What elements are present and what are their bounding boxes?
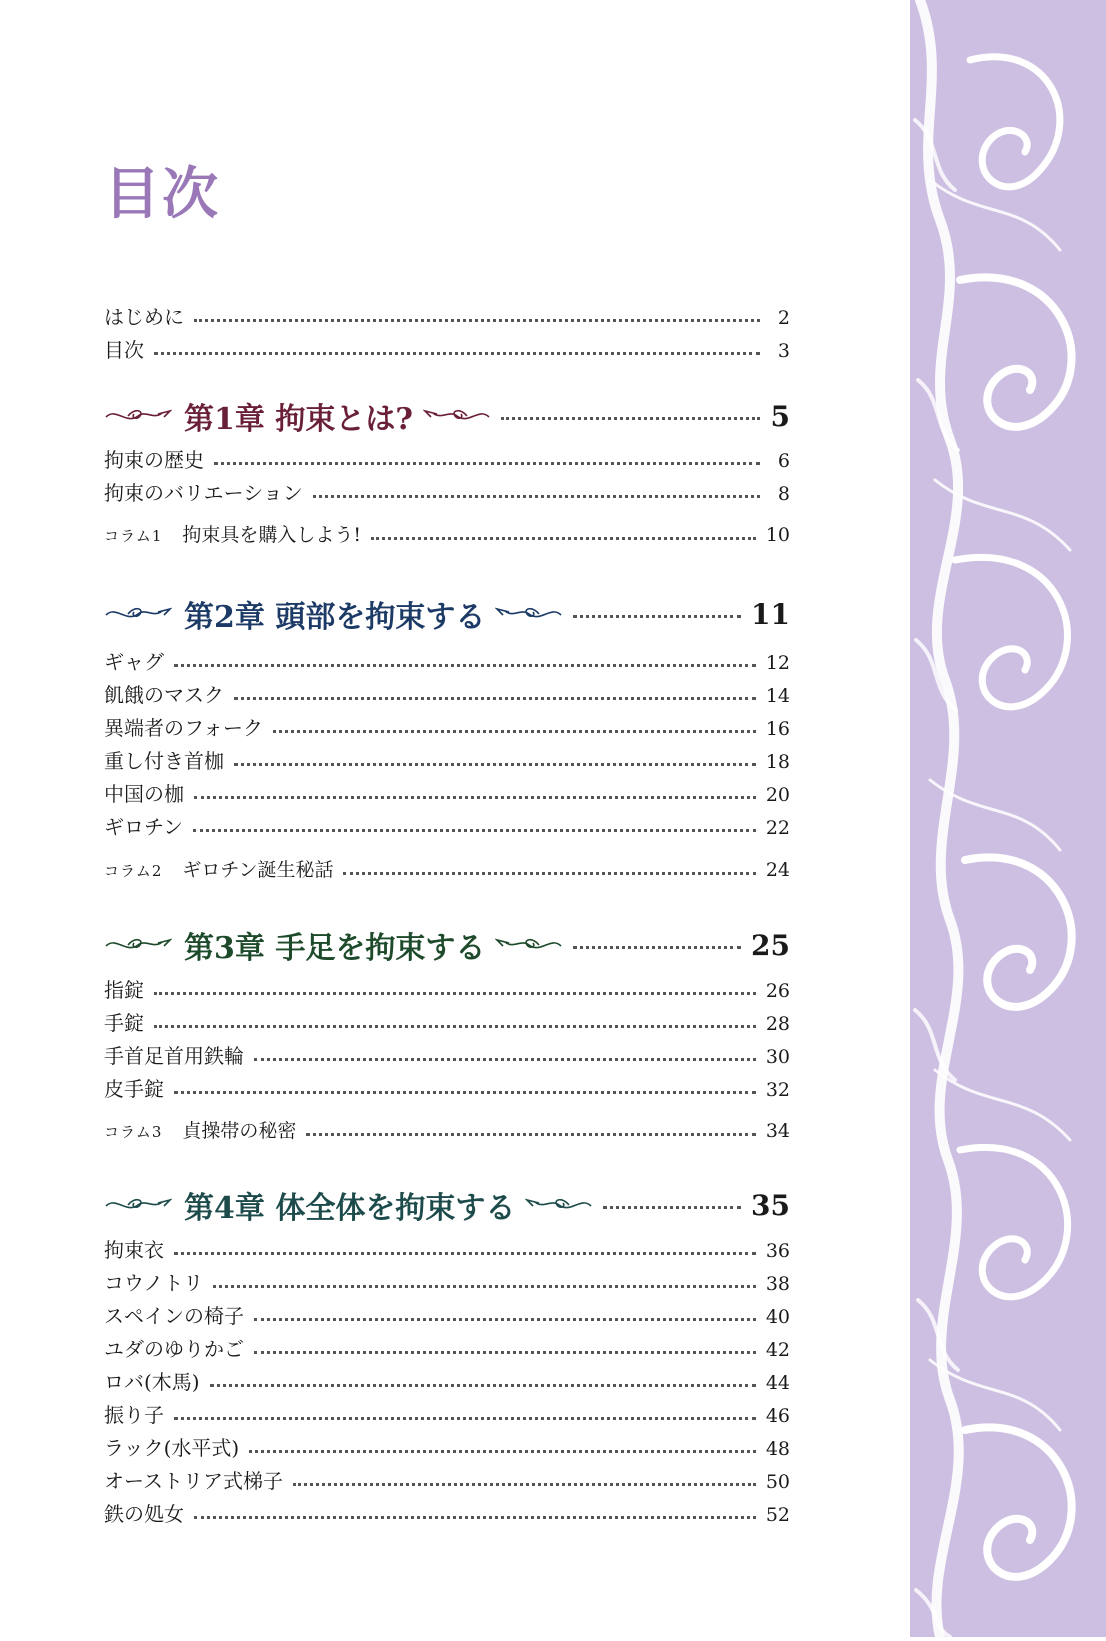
column-label [104, 855, 333, 882]
toc-entry-contents[interactable] [104, 334, 790, 363]
entry-page: 28 [765, 1013, 790, 1035]
dot-leader [194, 318, 760, 322]
column-kicker: コラム3 [104, 1123, 163, 1141]
entry-page: 48 [765, 1438, 790, 1460]
dot-leader [254, 1057, 756, 1061]
dot-leader [214, 461, 760, 465]
entry-label: ロバ(木馬) [104, 1370, 200, 1394]
dot-leader [154, 991, 756, 995]
entry-page: 36 [765, 1240, 790, 1262]
page-title: 目次 [104, 160, 220, 227]
column-kicker: コラム1 [104, 527, 163, 545]
column-kicker: コラム2 [104, 862, 163, 880]
chapter-title [104, 923, 563, 967]
dot-leader [174, 663, 756, 667]
flourish-left-icon [104, 1193, 172, 1217]
dot-leader [254, 1317, 756, 1321]
entry-page: 34 [765, 1120, 790, 1142]
chapter-title-text: 第1章 拘束とは? [184, 402, 413, 437]
chapter-1-heading[interactable] [104, 394, 790, 438]
dot-leader [154, 351, 760, 355]
entry-page: 20 [765, 784, 790, 806]
dot-leader [174, 1090, 756, 1094]
entry-label: 指錠 [104, 978, 144, 1002]
entry-label: 目次 [104, 338, 144, 362]
dot-leader [234, 696, 756, 700]
chapter-page: 35 [751, 1188, 790, 1222]
entry-page: 38 [765, 1273, 790, 1295]
column-title: 貞操帯の秘密 [182, 1120, 297, 1142]
entry-page: 24 [765, 859, 790, 881]
dot-leader [371, 536, 756, 540]
decorative-sidebar [910, 0, 1106, 1637]
chapter-title-text: 第4章 体全体を拘束する [184, 1191, 516, 1226]
toc-entry[interactable] [104, 1498, 790, 1527]
entry-page: 14 [765, 685, 790, 707]
chapter-page: 25 [751, 928, 790, 962]
entry-page: 12 [765, 652, 790, 674]
entry-page: 32 [765, 1079, 790, 1101]
dot-leader [343, 871, 755, 875]
entry-label: 手首足首用鉄輪 [104, 1044, 244, 1068]
dot-leader [154, 1024, 756, 1028]
entry-label: ギロチン [104, 815, 183, 839]
entry-page: 52 [765, 1504, 790, 1526]
column-label [104, 520, 361, 547]
column-title: ギロチン誕生秘話 [182, 859, 334, 881]
toc-entry[interactable] [104, 974, 790, 1003]
chapter-title [104, 592, 563, 636]
dot-leader [501, 416, 760, 420]
entry-page: 46 [765, 1405, 790, 1427]
column-label [104, 1116, 296, 1143]
dot-leader [603, 1205, 741, 1209]
toc-entry[interactable] [104, 1366, 790, 1395]
dot-leader [254, 1350, 756, 1354]
chapter-title [104, 1183, 593, 1227]
toc-entry[interactable] [104, 1300, 790, 1329]
entry-label: 中国の枷 [104, 782, 184, 806]
flourish-left-icon [104, 602, 172, 626]
flourish-right-icon [495, 602, 563, 626]
entry-page: 50 [765, 1471, 790, 1493]
entry-page: 16 [765, 718, 790, 740]
toc-entry[interactable] [104, 1333, 790, 1362]
entry-page: 42 [765, 1339, 790, 1361]
entry-label: コウノトリ [104, 1271, 204, 1295]
toc-entry[interactable] [104, 1399, 790, 1428]
toc-entry[interactable] [104, 1465, 790, 1494]
toc-entry-foreword[interactable] [104, 301, 790, 330]
entry-label: ギャグ [104, 650, 164, 674]
entry-page: 30 [765, 1046, 790, 1068]
dot-leader [573, 614, 741, 618]
toc-entry[interactable] [104, 679, 790, 708]
entry-label: 飢餓のマスク [104, 683, 224, 707]
chapter-title-text: 第2章 頭部を拘束する [184, 600, 486, 635]
entry-label: 拘束衣 [104, 1238, 164, 1262]
toc-entry[interactable] [104, 477, 790, 506]
entry-label: はじめに [104, 305, 184, 329]
dot-leader [234, 762, 756, 766]
flourish-right-icon [495, 933, 563, 957]
entry-label: 重し付き首枷 [104, 749, 224, 773]
dot-leader [273, 729, 756, 733]
entry-page: 3 [777, 340, 790, 362]
entry-page: 8 [777, 483, 790, 505]
entry-page: 2 [777, 307, 790, 329]
toc-entry[interactable] [104, 811, 790, 840]
entry-page: 44 [765, 1372, 790, 1394]
entry-label: 皮手錠 [104, 1077, 164, 1101]
entry-page: 18 [765, 751, 790, 773]
toc-entry[interactable] [104, 1234, 790, 1263]
toc-column-entry[interactable] [104, 1116, 790, 1143]
entry-label: ユダのゆりかご [104, 1337, 244, 1361]
dot-leader [573, 945, 741, 949]
table-of-contents [104, 0, 790, 1637]
entry-label: ラック(水平式) [104, 1436, 240, 1460]
toc-column-entry[interactable] [104, 520, 790, 547]
dot-leader [213, 1284, 755, 1288]
entry-label: 拘束のバリエーション [104, 481, 303, 505]
chapter-page: 5 [770, 399, 790, 433]
flourish-left-icon [104, 933, 172, 957]
chapter-page: 11 [751, 597, 790, 631]
chapter-title [104, 394, 491, 438]
entry-page: 10 [765, 524, 790, 546]
entry-label: 手錠 [104, 1011, 144, 1035]
toc-entry[interactable] [104, 1007, 790, 1036]
dot-leader [193, 828, 756, 832]
dot-leader [174, 1416, 756, 1420]
scroll-ornament-icon [910, 0, 1106, 1637]
entry-page: 26 [765, 980, 790, 1002]
entry-label: 拘束の歴史 [104, 448, 204, 472]
toc-entry[interactable] [104, 1073, 790, 1102]
dot-leader [194, 1515, 756, 1519]
toc-entry[interactable] [104, 1432, 790, 1461]
dot-leader [174, 1251, 756, 1255]
entry-label: 鉄の処女 [104, 1502, 184, 1526]
chapter-3-heading[interactable] [104, 923, 790, 967]
chapter-title-text: 第3章 手足を拘束する [184, 931, 486, 966]
dot-leader [194, 795, 756, 799]
entry-page: 40 [765, 1306, 790, 1328]
entry-label: オーストリア式梯子 [104, 1469, 283, 1493]
chapter-2-heading[interactable] [104, 592, 790, 636]
toc-entry[interactable] [104, 745, 790, 774]
flourish-right-icon [423, 404, 491, 428]
chapter-4-heading[interactable] [104, 1183, 790, 1227]
entry-label: 振り子 [104, 1403, 164, 1427]
dot-leader [313, 494, 760, 498]
dot-leader [210, 1383, 756, 1387]
toc-entry[interactable] [104, 778, 790, 807]
column-title: 拘束具を購入しよう! [182, 524, 362, 546]
toc-entry[interactable] [104, 646, 790, 675]
entry-page: 6 [777, 450, 790, 472]
entry-page: 22 [765, 817, 790, 839]
toc-entry[interactable] [104, 444, 790, 473]
dot-leader [249, 1449, 756, 1453]
toc-entry[interactable] [104, 1267, 790, 1296]
entry-label: スペインの椅子 [104, 1304, 244, 1328]
flourish-left-icon [104, 404, 172, 428]
toc-entry[interactable] [104, 1040, 790, 1069]
dot-leader [293, 1482, 756, 1486]
entry-label: 異端者のフォーク [104, 716, 263, 740]
dot-leader [306, 1132, 755, 1136]
flourish-right-icon [525, 1193, 593, 1217]
toc-entry[interactable] [104, 712, 790, 741]
toc-column-entry[interactable] [104, 855, 790, 882]
